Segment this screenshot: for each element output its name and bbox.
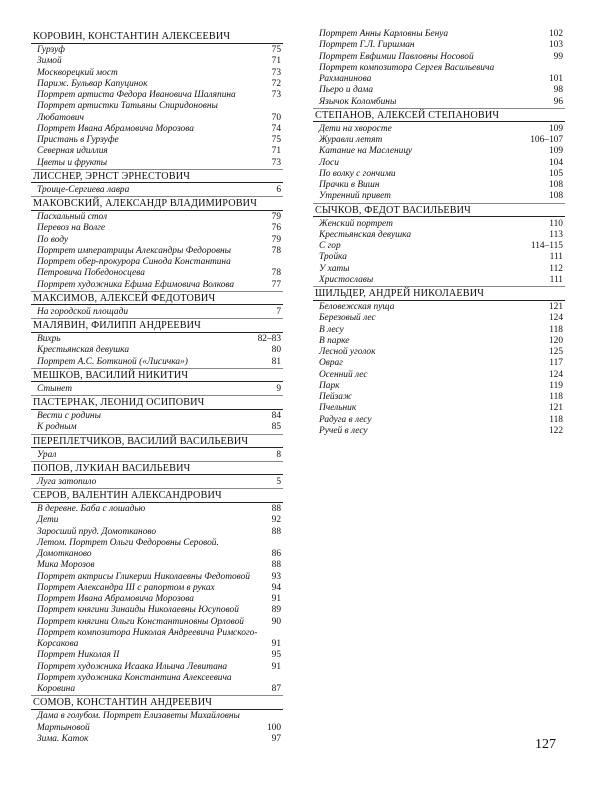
artwork-entry xyxy=(315,124,563,135)
artist-entry xyxy=(315,108,563,203)
artist-entry xyxy=(315,286,563,437)
artist-entry xyxy=(33,395,281,434)
artwork-page-ref: 94 xyxy=(271,582,281,593)
artwork-entry xyxy=(33,135,281,146)
artwork-title: С гор xyxy=(319,241,341,251)
artist-name: МАЛЯВИН, ФИЛИПП АНДРЕЕВИЧ xyxy=(33,318,281,332)
artwork-entry xyxy=(315,381,563,392)
artwork-title: Париж. Бульвар Капуцинок xyxy=(37,78,148,89)
artwork-title: Заросший пруд. Домотканово xyxy=(37,526,157,537)
artwork-page-ref: 73 xyxy=(271,90,281,100)
artwork-title: Христославы xyxy=(319,274,374,285)
artwork-entry xyxy=(33,246,281,257)
artist-entry xyxy=(33,318,281,368)
artwork-title: Мика Морозов xyxy=(37,560,95,571)
artist-entry xyxy=(33,695,281,745)
artwork-page-ref: 110 xyxy=(549,218,563,229)
artwork-title: Портрет А.С. Боткиной («Лисичка») xyxy=(37,356,188,367)
artist-entry xyxy=(33,434,281,461)
artwork-title: Портрет художника Константина Алексеевича Коровина xyxy=(37,672,232,694)
artwork-title: Журавли летят xyxy=(319,135,383,145)
artwork-title: Портрет артистки Татьяны Спиридоновны Любатович xyxy=(37,101,218,123)
artwork-entry xyxy=(315,40,563,51)
artwork-page-ref: 111 xyxy=(549,274,563,285)
artist-name: СТЕПАНОВ, АЛЕКСЕЙ СТЕПАНОВИЧ xyxy=(315,108,563,122)
artwork-page-ref: 106–107 xyxy=(530,135,563,145)
artwork-title: Урал xyxy=(37,449,57,460)
artwork-page-ref: 91 xyxy=(271,594,281,604)
artwork-entry xyxy=(315,415,563,426)
artist-entry xyxy=(33,29,281,169)
artist-entry xyxy=(33,488,281,695)
artwork-entry xyxy=(33,583,281,594)
artwork-title: Пасхальный стол xyxy=(37,212,108,222)
artwork-entry xyxy=(315,347,563,358)
artwork-title: Пейзаж xyxy=(319,392,352,402)
artwork-page-ref: 71 xyxy=(271,56,281,67)
artwork-entry xyxy=(315,426,563,437)
artwork-title: Крестьянская девушка xyxy=(319,229,412,240)
artwork-title: Прачки в Вишн xyxy=(319,180,380,190)
artwork-entry xyxy=(33,257,281,280)
artist-name: МАКОВСКИЙ, АЛЕКСАНДР ВЛАДИМИРОВИЧ xyxy=(33,196,281,210)
artwork-entry xyxy=(315,264,563,275)
artwork-title: Перевоз на Волге xyxy=(37,223,106,234)
artwork-page-ref: 96 xyxy=(553,96,563,107)
artist-entry xyxy=(33,196,281,291)
artwork-page-ref: 109 xyxy=(548,146,563,157)
artwork-entry xyxy=(33,673,281,696)
artwork-title: Портрет артиста Федора Ивановича Шаляпина xyxy=(37,90,236,100)
artwork-page-ref: 82–83 xyxy=(257,334,281,344)
artwork-entry xyxy=(33,515,281,526)
artwork-entry xyxy=(33,68,281,79)
artwork-title: Радуга в лесу xyxy=(319,414,372,425)
artwork-page-ref: 71 xyxy=(271,146,281,157)
artwork-entry xyxy=(33,527,281,538)
artwork-entry xyxy=(33,334,281,345)
artwork-entry xyxy=(315,392,563,403)
artwork-title: На городской площади xyxy=(37,306,129,317)
artwork-page-ref: 6 xyxy=(276,184,281,195)
artwork-title: В лесу xyxy=(319,324,344,335)
artwork-page-ref: 105 xyxy=(548,168,563,179)
artwork-entry xyxy=(315,313,563,324)
artwork-entry xyxy=(33,235,281,246)
artwork-page-ref: 79 xyxy=(271,212,281,222)
artwork-title: Северная идиллия xyxy=(37,146,108,157)
artwork-page-ref: 114–115 xyxy=(530,241,563,251)
artwork-page-ref: 86 xyxy=(271,549,281,559)
artwork-title: По воду xyxy=(37,234,69,245)
artwork-page-ref: 124 xyxy=(548,313,563,324)
artist-name: ЛИССНЕР, ЭРНСТ ЭРНЕСТОВИЧ xyxy=(33,169,281,183)
artwork-entry xyxy=(315,191,563,202)
artwork-page-ref: 104 xyxy=(548,157,563,168)
artwork-title: Парк xyxy=(319,380,340,391)
artwork-page-ref: 88 xyxy=(271,560,281,571)
artwork-title: Летом. Портрет Ольги Федоровны Серовой. Домотканово xyxy=(37,537,219,559)
artwork-title: Пьеро и дама xyxy=(319,85,374,96)
artwork-title: Пчельник xyxy=(319,403,357,414)
artwork-page-ref: 88 xyxy=(271,504,281,514)
artist-entry xyxy=(315,29,563,108)
artwork-entry xyxy=(33,411,281,422)
artwork-entry xyxy=(33,307,281,318)
artwork-page-ref: 78 xyxy=(271,245,281,256)
artwork-page-ref: 88 xyxy=(271,526,281,537)
artwork-title: Троице-Сергиева лавра xyxy=(37,184,130,195)
artwork-title: Портрет Евфимии Павловны Носовой xyxy=(319,51,474,62)
artwork-title: Вихрь xyxy=(37,334,61,344)
artwork-title: Портрет княгини Ольги Константиновны Орловой xyxy=(37,616,244,627)
artwork-entry xyxy=(33,223,281,234)
artwork-entry xyxy=(33,560,281,571)
artwork-title: Портрет Г.Л. Гиршман xyxy=(319,40,415,51)
artwork-entry xyxy=(33,158,281,169)
artwork-entry xyxy=(33,384,281,395)
artwork-entry xyxy=(33,538,281,561)
artwork-page-ref: 91 xyxy=(271,661,281,672)
artwork-page-ref: 81 xyxy=(271,356,281,367)
artwork-entry xyxy=(33,280,281,291)
artwork-page-ref: 98 xyxy=(553,85,563,96)
artwork-title: Портрет обер-прокурора Синода Константина Петровича Победоносцева xyxy=(37,257,231,279)
artwork-entry xyxy=(315,85,563,96)
artwork-page-ref: 70 xyxy=(271,112,281,123)
artwork-title: К родным xyxy=(37,422,77,433)
artwork-page-ref: 84 xyxy=(271,411,281,421)
artwork-title: Дама в голубом. Портрет Елизаветы Михайловны Мартыновой xyxy=(37,711,240,733)
artist-entry xyxy=(33,368,281,395)
artwork-title: Портрет актрисы Гликерии Николаевны Федотовой xyxy=(37,571,250,582)
page-number: 127 xyxy=(535,737,556,752)
artwork-title: Осенний лес xyxy=(319,369,368,380)
artwork-entry xyxy=(33,650,281,661)
artist-name: КОРОВИН, КОНСТАНТИН АЛЕКСЕЕВИЧ xyxy=(33,29,281,43)
artwork-entry xyxy=(315,302,563,313)
artwork-entry xyxy=(33,357,281,368)
artwork-title: Крестьянская девушка xyxy=(37,345,130,356)
artwork-page-ref: 101 xyxy=(548,74,563,84)
artwork-title: Лесной уголок xyxy=(319,347,376,357)
artwork-title: Портрет композитора Николая Андреевича Римского-Корсакова xyxy=(37,627,258,649)
artwork-page-ref: 111 xyxy=(549,252,563,263)
artwork-page-ref: 92 xyxy=(271,515,281,526)
artwork-page-ref: 118 xyxy=(549,392,563,402)
artist-name: СЫЧКОВ, ФЕДОТ ВАСИЛЬЕВИЧ xyxy=(315,203,563,217)
artwork-entry xyxy=(315,370,563,381)
artwork-title: Женский портрет xyxy=(319,218,393,229)
artwork-entry xyxy=(315,336,563,347)
artwork-page-ref: 75 xyxy=(271,45,281,55)
artwork-title: Стынет xyxy=(37,383,72,394)
artwork-page-ref: 118 xyxy=(549,324,563,335)
artwork-entry xyxy=(33,345,281,356)
artist-entry xyxy=(33,291,281,318)
artwork-entry xyxy=(315,63,563,86)
artwork-entry xyxy=(33,662,281,673)
artwork-page-ref: 117 xyxy=(549,358,563,369)
artwork-entry xyxy=(33,504,281,515)
artwork-entry xyxy=(33,711,281,734)
artwork-title: В парке xyxy=(319,335,350,346)
artwork-page-ref: 125 xyxy=(548,347,563,357)
artwork-entry xyxy=(315,146,563,157)
artwork-title: Язычок Коломбины xyxy=(319,96,397,107)
artwork-title: Зимой xyxy=(37,56,62,67)
artwork-page-ref: 99 xyxy=(553,51,563,62)
artwork-page-ref: 122 xyxy=(548,425,563,436)
artwork-entry xyxy=(33,56,281,67)
artwork-title: Портрет Ивана Абрамовича Морозова xyxy=(37,123,194,134)
artist-name: ШИЛЬДЕР, АНДРЕЙ НИКОЛАЕВИЧ xyxy=(315,286,563,300)
artwork-page-ref: 91 xyxy=(271,639,281,649)
index-column-left xyxy=(33,29,281,745)
artwork-title: Портрет императрицы Александры Федоровны xyxy=(37,245,232,256)
artwork-page-ref: 95 xyxy=(271,650,281,661)
artwork-page-ref: 9 xyxy=(276,383,281,394)
artwork-page-ref: 74 xyxy=(271,123,281,134)
artwork-title: Портрет художника Ефима Ефимовича Волкова xyxy=(37,279,235,290)
artwork-entry xyxy=(33,450,281,461)
artwork-page-ref: 121 xyxy=(548,403,563,414)
artwork-page-ref: 108 xyxy=(548,191,563,202)
artwork-page-ref: 97 xyxy=(271,733,281,744)
artwork-entry xyxy=(33,617,281,628)
artwork-title: Портрет Александра III с рапортом в руках xyxy=(37,582,215,593)
artwork-page-ref: 112 xyxy=(549,263,563,274)
artwork-entry xyxy=(315,158,563,169)
artwork-entry xyxy=(315,325,563,336)
artist-name: ПЕРЕПЛЕТЧИКОВ, ВАСИЛИЙ ВАСИЛЬЕВИЧ xyxy=(33,434,281,448)
artwork-entry xyxy=(33,594,281,605)
artwork-page-ref: 103 xyxy=(548,40,563,51)
artwork-page-ref: 90 xyxy=(271,616,281,627)
artwork-page-ref: 77 xyxy=(271,279,281,290)
artwork-page-ref: 72 xyxy=(271,78,281,89)
artwork-title: В деревне. Баба с лошадью xyxy=(37,504,146,514)
artwork-page-ref: 89 xyxy=(271,605,281,616)
artwork-page-ref: 78 xyxy=(271,268,281,279)
artwork-title: Дети xyxy=(37,515,59,526)
artwork-title: Утренний привет xyxy=(319,191,391,202)
artwork-entry xyxy=(315,29,563,40)
artwork-entry xyxy=(33,477,281,488)
artwork-page-ref: 124 xyxy=(548,369,563,380)
artwork-entry xyxy=(315,169,563,180)
artwork-title: Портрет художника Исаака Ильича Левитана xyxy=(37,661,228,672)
artwork-title: Катание на Масленицу xyxy=(319,146,413,157)
artwork-entry xyxy=(315,180,563,191)
artist-name: МАКСИМОВ, АЛЕКСЕЙ ФЕДОТОВИЧ xyxy=(33,291,281,305)
artwork-entry xyxy=(33,605,281,616)
artist-name: ПАСТЕРНАК, ЛЕОНИД ОСИПОВИЧ xyxy=(33,395,281,409)
artwork-title: Портрет княгини Зинаиды Николаевны Юсуповой xyxy=(37,605,239,616)
artwork-entry xyxy=(33,45,281,56)
artwork-entry xyxy=(33,79,281,90)
artwork-title: Березовый лес xyxy=(319,313,376,324)
artist-name: СОМОВ, КОНСТАНТИН АНДРЕЕВИЧ xyxy=(33,695,281,709)
artwork-page-ref: 73 xyxy=(271,157,281,168)
artwork-entry xyxy=(33,146,281,157)
artist-name: СЕРОВ, ВАЛЕНТИН АЛЕКСАНДРОВИЧ xyxy=(33,488,281,502)
artwork-entry xyxy=(315,252,563,263)
artwork-title: Лоси xyxy=(319,157,339,168)
artwork-entry xyxy=(33,185,281,196)
artwork-page-ref: 7 xyxy=(276,306,281,317)
artwork-page-ref: 108 xyxy=(548,180,563,190)
artwork-page-ref: 118 xyxy=(549,414,563,425)
artwork-entry xyxy=(33,734,281,745)
artwork-entry xyxy=(315,230,563,241)
artwork-title: Цветы и фрукты xyxy=(37,157,108,168)
artwork-entry xyxy=(33,572,281,583)
artwork-page-ref: 87 xyxy=(271,684,281,694)
index-column-right xyxy=(315,29,563,437)
artwork-title: Беловежская пуща xyxy=(319,302,395,312)
artist-entry xyxy=(315,203,563,287)
artwork-entry xyxy=(33,628,281,651)
artwork-title: Овраг xyxy=(319,358,343,369)
artwork-page-ref: 113 xyxy=(549,229,563,240)
artwork-title: Москворецкий мост xyxy=(37,67,118,78)
artwork-entry xyxy=(315,52,563,63)
artwork-title: У хаты xyxy=(319,263,350,274)
artwork-page-ref: 109 xyxy=(548,123,563,134)
artwork-title: Портрет Николая II xyxy=(37,650,120,661)
artwork-entry xyxy=(33,90,281,101)
artist-name: МЕШКОВ, ВАСИЛИЙ НИКИТИЧ xyxy=(33,368,281,382)
artwork-entry xyxy=(315,241,563,252)
artwork-page-ref: 75 xyxy=(271,135,281,145)
artwork-page-ref: 102 xyxy=(548,29,563,39)
artwork-page-ref: 100 xyxy=(266,722,281,733)
artwork-entry xyxy=(315,275,563,286)
artwork-entry xyxy=(33,101,281,124)
artwork-page-ref: 80 xyxy=(271,345,281,356)
artwork-entry xyxy=(315,97,563,108)
artwork-page-ref: 8 xyxy=(276,449,281,460)
artist-name: ПОПОВ, ЛУКИАН ВАСИЛЬЕВИЧ xyxy=(33,461,281,475)
artwork-title: Дети на хворосте xyxy=(319,123,392,134)
artwork-entry xyxy=(33,422,281,433)
artwork-title: Вести с родины xyxy=(37,411,101,421)
artwork-page-ref: 121 xyxy=(548,302,563,312)
artwork-title: Зима. Каток xyxy=(37,733,89,744)
artwork-page-ref: 93 xyxy=(271,571,281,582)
artwork-page-ref: 119 xyxy=(549,380,563,391)
artwork-page-ref: 76 xyxy=(271,223,281,234)
artwork-entry xyxy=(315,135,563,146)
artwork-title: Портрет композитора Сергея Васильевича Рахманинова xyxy=(319,62,495,84)
artwork-title: Луга затопило xyxy=(37,476,97,487)
artwork-entry xyxy=(33,124,281,135)
artist-entry xyxy=(33,461,281,488)
artwork-page-ref: 79 xyxy=(271,234,281,245)
artwork-title: Пристань в Гурзуфе xyxy=(37,135,119,145)
artwork-title: Портрет Ивана Абрамовича Морозова xyxy=(37,594,194,604)
artwork-title: Ручей в лесу xyxy=(319,425,368,436)
artwork-page-ref: 5 xyxy=(276,476,281,487)
artwork-page-ref: 85 xyxy=(271,422,281,433)
artwork-entry xyxy=(33,212,281,223)
artwork-title: Тройка xyxy=(319,252,347,263)
artist-entry xyxy=(33,169,281,196)
artwork-title: Гурзуф xyxy=(37,45,65,55)
artwork-title: Портрет Анны Карловны Бенуа xyxy=(319,29,449,39)
artwork-title: По волку с гончими xyxy=(319,168,396,179)
artwork-page-ref: 120 xyxy=(548,335,563,346)
artwork-entry xyxy=(315,403,563,414)
artwork-page-ref: 73 xyxy=(271,67,281,78)
artwork-entry xyxy=(315,219,563,230)
artwork-entry xyxy=(315,358,563,369)
